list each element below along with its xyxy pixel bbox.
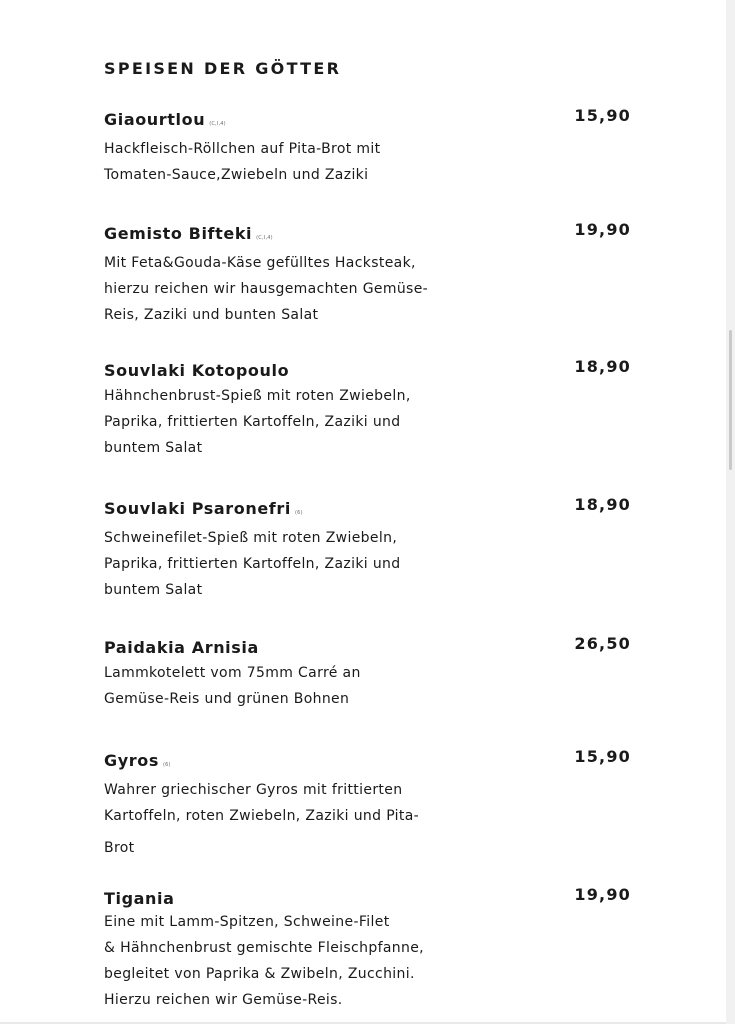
description-line: Paprika, frittierten Kartoffeln, Zaziki und: [104, 556, 401, 572]
allergen-codes: (C,I,4): [209, 121, 226, 127]
scrollbar-track[interactable]: [726, 0, 735, 1024]
dish-price: 18,90: [574, 495, 631, 514]
menu-item: [104, 220, 634, 328]
menu-item: [104, 885, 634, 1013]
description-line: Kartoffeln, roten Zwiebeln, Zaziki und Pita-: [104, 808, 420, 824]
menu-item: [104, 634, 634, 712]
dish-price: 18,90: [574, 357, 631, 376]
description-line: Reis, Zaziki und bunten Salat: [104, 307, 319, 323]
description-line: Brot: [104, 840, 135, 856]
dish-price: 15,90: [574, 106, 631, 125]
menu-item: [104, 106, 634, 188]
dish-name: Giaourtlou: [104, 110, 206, 129]
dish-price: 19,90: [574, 220, 631, 239]
dish-name-row: [104, 500, 634, 522]
allergen-codes: (6): [294, 510, 303, 516]
dish-price: 26,50: [574, 634, 631, 653]
dish-name: Paidakia Arnisia: [104, 638, 259, 657]
dish-description: [104, 660, 634, 712]
dish-name-row: [104, 890, 634, 908]
dish-price: 15,90: [574, 747, 631, 766]
description-line: & Hähnchenbrust gemischte Fleischpfanne,: [104, 940, 424, 956]
dish-description: [104, 383, 634, 461]
description-line: Hackfleisch-Röllchen auf Pita-Brot mit: [104, 141, 381, 157]
description-line: hierzu reichen wir hausgemachten Gemüse-: [104, 281, 429, 297]
menu-item: [104, 747, 634, 861]
dish-name-row: [104, 752, 634, 774]
menu-section-heading: SPEISEN DER GÖTTER: [104, 59, 342, 78]
description-line: Mit Feta&Gouda-Käse gefülltes Hacksteak,: [104, 255, 416, 271]
description-line: buntem Salat: [104, 582, 203, 598]
dish-description: [104, 777, 634, 861]
dish-name-row: [104, 111, 634, 133]
allergen-codes: (C,I,4): [256, 235, 273, 241]
dish-name-row: [104, 225, 634, 247]
description-line: buntem Salat: [104, 440, 203, 456]
description-line: Gemüse-Reis und grünen Bohnen: [104, 691, 350, 707]
dish-description: [104, 909, 634, 1013]
description-line: Paprika, frittierten Kartoffeln, Zaziki und: [104, 414, 401, 430]
dish-description: [104, 525, 634, 603]
dish-name-row: [104, 639, 634, 657]
dish-name-row: [104, 362, 634, 380]
description-line: Eine mit Lamm-Spitzen, Schweine-Filet: [104, 914, 390, 930]
description-line: Tomaten-Sauce,Zwiebeln und Zaziki: [104, 167, 369, 183]
dish-name: Souvlaki Psaronefri: [104, 499, 291, 518]
description-line: Lammkotelett vom 75mm Carré an: [104, 665, 361, 681]
menu-item: [104, 495, 634, 603]
description-line: Hierzu reichen wir Gemüse-Reis.: [104, 992, 343, 1008]
description-line: Schweinefilet-Spieß mit roten Zwiebeln,: [104, 530, 398, 546]
dish-name: Tigania: [104, 889, 175, 908]
dish-price: 19,90: [574, 885, 631, 904]
scrollbar-thumb[interactable]: [729, 330, 732, 470]
dish-name: Gyros: [104, 751, 159, 770]
dish-name: Gemisto Bifteki: [104, 224, 253, 243]
dish-description: [104, 250, 634, 328]
description-line: Hähnchenbrust-Spieß mit roten Zwiebeln,: [104, 388, 411, 404]
description-line: Wahrer griechischer Gyros mit frittierten: [104, 782, 403, 798]
dish-description: [104, 136, 634, 188]
menu-item: [104, 357, 634, 461]
dish-name: Souvlaki Kotopoulo: [104, 361, 290, 380]
description-line: begleitet von Paprika & Zwibeln, Zucchini.: [104, 966, 415, 982]
allergen-codes: (6): [162, 762, 171, 768]
